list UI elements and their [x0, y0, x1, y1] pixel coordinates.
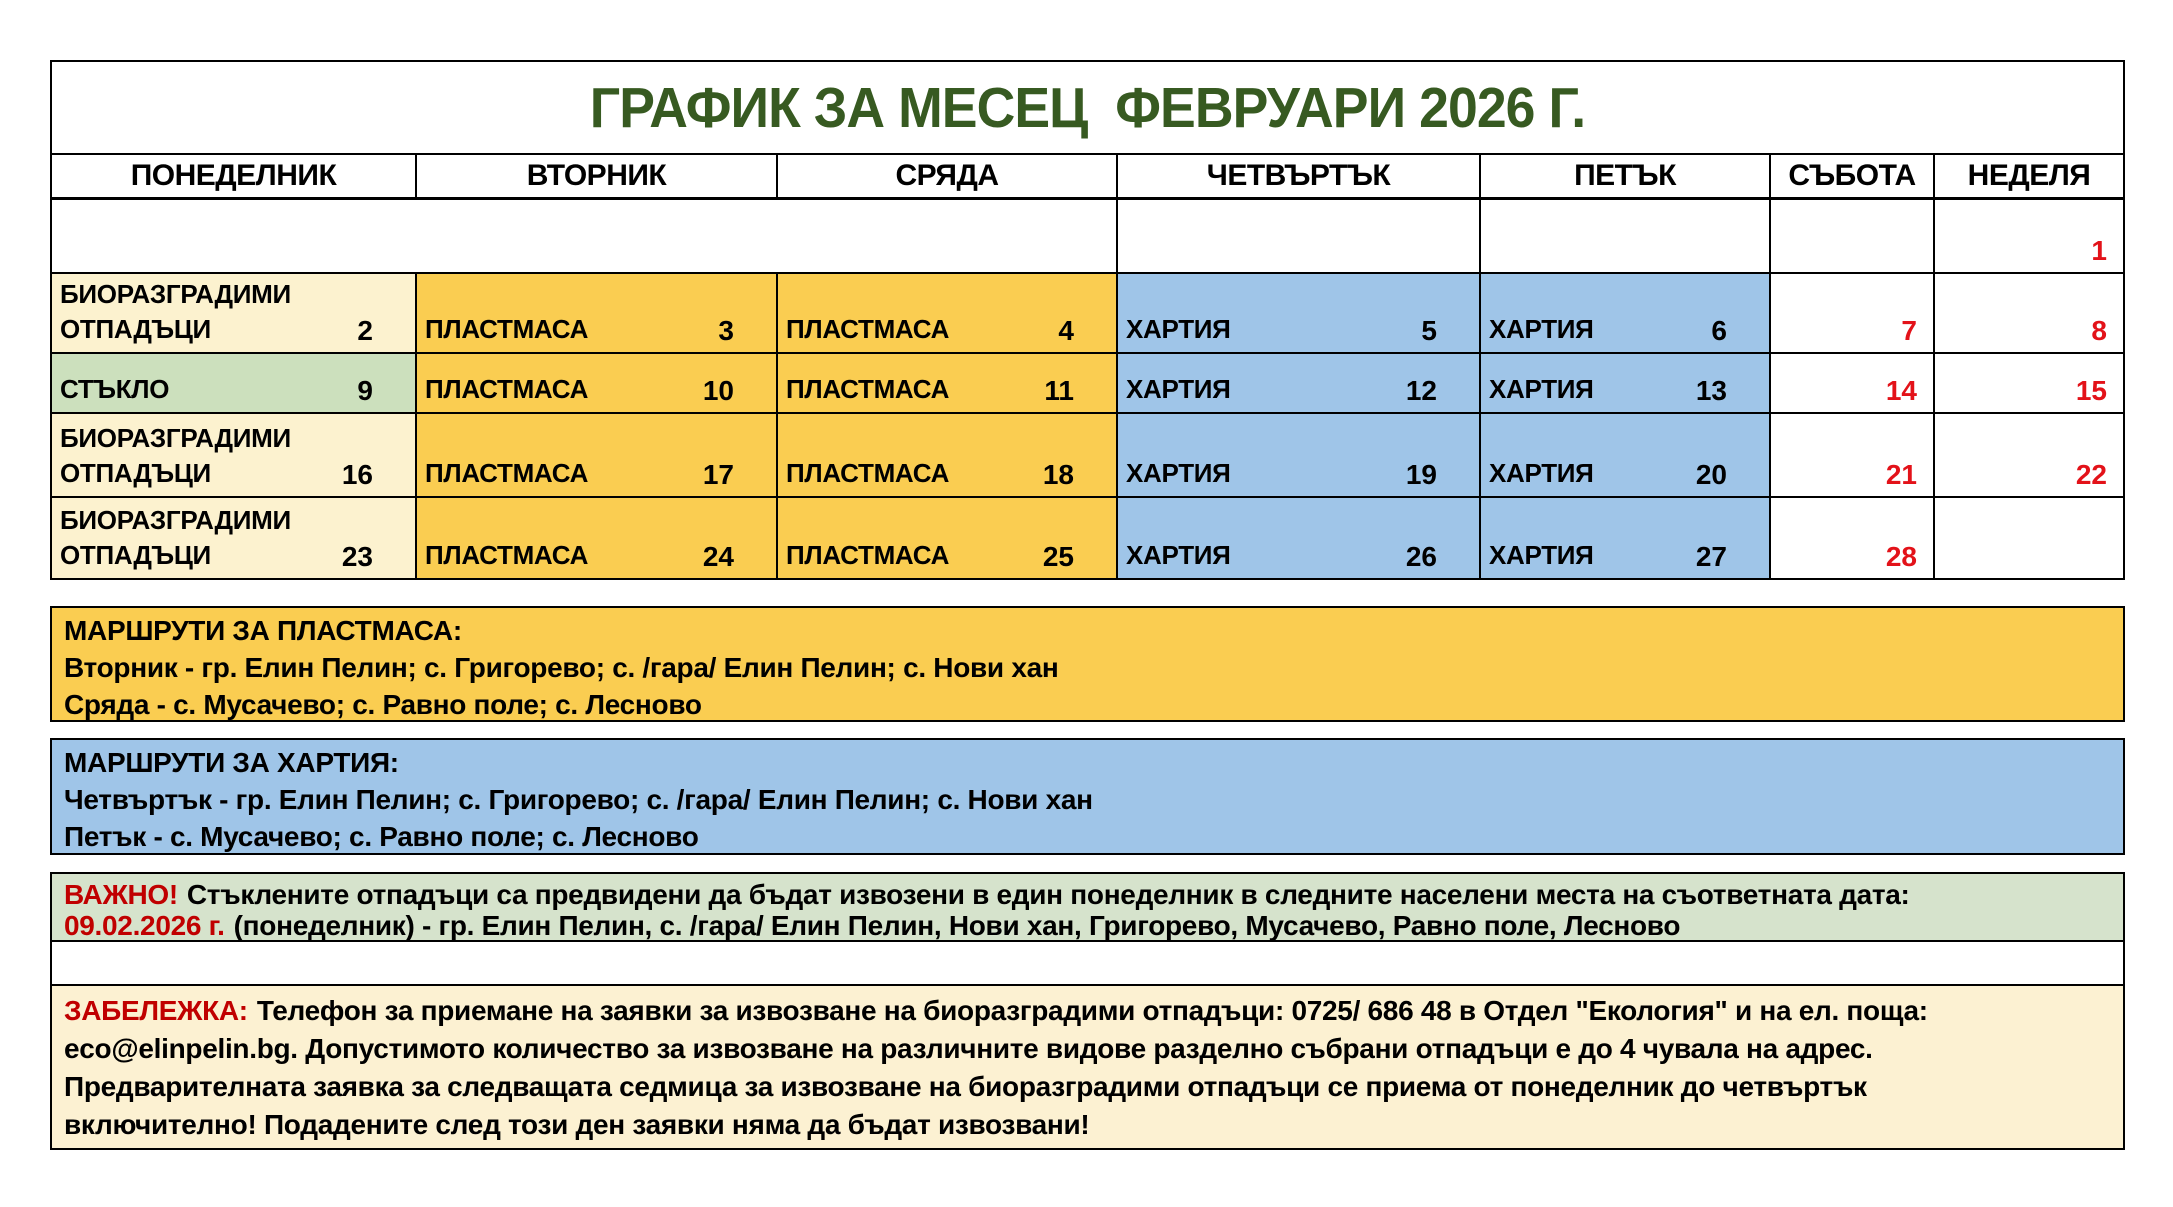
- calendar-cell-day-26: [1118, 498, 1481, 578]
- page-title: ГРАФИК ЗА МЕСЕЦ ФЕВРУАРИ 2026 Г.: [589, 75, 1586, 140]
- day-header-saturday: СЪБОТА: [1771, 155, 1935, 197]
- day-header-tuesday: ВТОРНИК: [417, 155, 778, 197]
- waste-type-label: ХАРТИЯ: [1126, 457, 1231, 488]
- title-row: [52, 62, 2123, 155]
- calendar-cell-empty: [1118, 200, 1481, 272]
- calendar-week-row: [52, 200, 2123, 274]
- date-number: 9: [357, 375, 373, 406]
- plastic-routes-line: Вторник - гр. Елин Пелин; с. Григорево; с. /гара/ Елин Пелин; с. Нови хан: [64, 652, 1059, 683]
- note-line: Предварителната заявка за следващата седмица за извозване на биоразградими отпадъци се приема от понеделник до четвъртък: [64, 1071, 1867, 1102]
- calendar-cell-day-21: [1771, 414, 1935, 496]
- plastic-routes-line: Сряда - с. Мусачево; с. Равно поле; с. Лесново: [64, 689, 702, 720]
- calendar-cell-day-12: [1118, 354, 1481, 412]
- date-number: 15: [2075, 375, 2107, 406]
- calendar-cell-empty: [1481, 200, 1771, 272]
- calendar-cell-day-16: [52, 414, 417, 496]
- calendar-cell-day-3: [417, 274, 778, 352]
- calendar-cell-day-28: [1771, 498, 1935, 578]
- calendar-cell-day-10: [417, 354, 778, 412]
- calendar-cell-empty: [1771, 200, 1935, 272]
- date-number: 28: [1885, 541, 1917, 572]
- waste-type-label: ХАРТИЯ: [1489, 313, 1594, 344]
- calendar-cell-day-7: [1771, 274, 1935, 352]
- note-line: eco@elinpelin.bg. Допустимото количество за извозване на различните видове разделно събрани отпадъци е до 4 чувала на адрес.: [64, 1033, 1873, 1064]
- schedule-sheet: [50, 60, 2125, 1150]
- calendar-weeks: [52, 200, 2123, 578]
- calendar-cell-day-6: [1481, 274, 1771, 352]
- date-number: 25: [1042, 541, 1074, 572]
- waste-type-label: ХАРТИЯ: [1489, 373, 1594, 404]
- date-number: 23: [341, 541, 373, 572]
- date-number: 6: [1711, 315, 1727, 346]
- calendar-cell-day-2: [52, 274, 417, 352]
- calendar-cell-day-15: [1935, 354, 2123, 412]
- calendar-cell-day-17: [417, 414, 778, 496]
- waste-type-label: ПЛАСТМАСА: [786, 313, 950, 344]
- note-label: ЗАБЕЛЕЖКА:: [64, 995, 248, 1026]
- date-number: 8: [2091, 315, 2107, 346]
- date-number: 20: [1695, 459, 1727, 490]
- calendar-cell-day-11: [778, 354, 1118, 412]
- date-number: 2: [357, 315, 373, 346]
- date-number: 16: [341, 459, 373, 490]
- waste-type-label: ХАРТИЯ: [1126, 539, 1231, 570]
- paper-routes-line: Петък - с. Мусачево; с. Равно поле; с. Лесново: [64, 821, 699, 852]
- calendar-week-row: [52, 414, 2123, 498]
- waste-type-label: ХАРТИЯ: [1126, 373, 1231, 404]
- waste-type-label: ХАРТИЯ: [1126, 313, 1231, 344]
- schedule-table: [50, 60, 2125, 580]
- calendar-cell-day-22: [1935, 414, 2123, 496]
- note-box: [50, 984, 2125, 1150]
- plastic-routes-box: [50, 606, 2125, 722]
- waste-type-label: БИОРАЗГРАДИМИ ОТПАДЪЦИ: [60, 505, 291, 570]
- date-number: 24: [702, 541, 734, 572]
- calendar-cell-day-24: [417, 498, 778, 578]
- date-number: 12: [1405, 375, 1437, 406]
- waste-type-label: ПЛАСТМАСА: [786, 539, 950, 570]
- calendar-cell-day-8: [1935, 274, 2123, 352]
- important-line: [64, 910, 2111, 941]
- calendar-cell-empty: [52, 200, 1118, 272]
- waste-type-label: БИОРАЗГРАДИМИ ОТПАДЪЦИ: [60, 423, 291, 488]
- important-label: ВАЖНО!: [64, 879, 178, 910]
- note-line: включително! Подадените след този ден заявки няма да бъдат извозвани!: [64, 1109, 1090, 1140]
- date-number: 1: [2091, 235, 2107, 266]
- date-number: 18: [1042, 459, 1074, 490]
- date-number: 21: [1885, 459, 1917, 490]
- paper-routes-box: [50, 738, 2125, 855]
- day-header-friday: ПЕТЪК: [1481, 155, 1771, 197]
- day-header-monday: ПОНЕДЕЛНИК: [52, 155, 417, 197]
- calendar-cell-day-13: [1481, 354, 1771, 412]
- important-date-text: (понеделник) - гр. Елин Пелин, с. /гара/ Елин Пелин, Нови хан, Григорево, Мусачево, Равно поле, Лесново: [233, 910, 1681, 941]
- important-date-label: 09.02.2026 г.: [64, 910, 225, 941]
- weekday-header-row: [52, 155, 2123, 200]
- waste-type-label: СТЪКЛО: [60, 373, 170, 404]
- note-line: [64, 992, 2111, 1030]
- date-number: 4: [1058, 315, 1074, 346]
- calendar-cell-day-19: [1118, 414, 1481, 496]
- important-line: [64, 879, 2111, 910]
- paper-routes-heading: МАРШРУТИ ЗА ХАРТИЯ:: [64, 747, 399, 778]
- calendar-cell-day-1: [1935, 200, 2123, 272]
- day-header-wednesday: СРЯДА: [778, 155, 1118, 197]
- date-number: 22: [2075, 459, 2107, 490]
- plastic-routes-heading: МАРШРУТИ ЗА ПЛАСТМАСА:: [64, 615, 462, 646]
- calendar-week-row: [52, 274, 2123, 354]
- date-number: 3: [718, 315, 734, 346]
- calendar-week-row: [52, 498, 2123, 578]
- date-number: 7: [1901, 315, 1917, 346]
- day-header-thursday: ЧЕТВЪРТЪК: [1118, 155, 1481, 197]
- empty-spacer-row: [50, 942, 2125, 984]
- date-number: 10: [702, 375, 734, 406]
- calendar-cell-day-5: [1118, 274, 1481, 352]
- waste-type-label: БИОРАЗГРАДИМИ ОТПАДЪЦИ: [60, 279, 291, 344]
- calendar-cell-day-25: [778, 498, 1118, 578]
- date-number: 26: [1405, 541, 1437, 572]
- date-number: 14: [1885, 375, 1917, 406]
- waste-type-label: ПЛАСТМАСА: [786, 457, 950, 488]
- waste-type-label: ПЛАСТМАСА: [425, 373, 589, 404]
- waste-type-label: ПЛАСТМАСА: [425, 457, 589, 488]
- waste-type-label: ПЛАСТМАСА: [786, 373, 950, 404]
- date-number: 13: [1695, 375, 1727, 406]
- calendar-cell-day-9: [52, 354, 417, 412]
- calendar-cell-empty: [1935, 498, 2123, 578]
- date-number: 19: [1405, 459, 1437, 490]
- day-header-sunday: НЕДЕЛЯ: [1967, 159, 2091, 192]
- important-notice-box: [50, 872, 2125, 942]
- waste-type-label: ПЛАСТМАСА: [425, 313, 589, 344]
- date-number: 11: [1044, 375, 1074, 406]
- important-text: Стъклените отпадъци са предвидени да бъдат извозени в един понеделник в следните населени места на съответната дата:: [186, 879, 1910, 910]
- calendar-cell-day-23: [52, 498, 417, 578]
- date-number: 17: [702, 459, 734, 490]
- calendar-week-row: [52, 354, 2123, 414]
- date-number: 27: [1695, 541, 1727, 572]
- calendar-cell-day-18: [778, 414, 1118, 496]
- note-text: Телефон за приемане на заявки за извозване на биоразградими отпадъци: 0725/ 686 48 в Отдел "Екология" и на ел. поща:: [256, 995, 1928, 1026]
- date-number: 5: [1421, 315, 1437, 346]
- calendar-cell-day-27: [1481, 498, 1771, 578]
- waste-type-label: ПЛАСТМАСА: [425, 539, 589, 570]
- waste-type-label: ХАРТИЯ: [1489, 457, 1594, 488]
- paper-routes-line: Четвъртък - гр. Елин Пелин; с. Григорево; с. /гара/ Елин Пелин; с. Нови хан: [64, 784, 1093, 815]
- calendar-cell-day-20: [1481, 414, 1771, 496]
- waste-type-label: ХАРТИЯ: [1489, 539, 1594, 570]
- calendar-cell-day-4: [778, 274, 1118, 352]
- calendar-cell-day-14: [1771, 354, 1935, 412]
